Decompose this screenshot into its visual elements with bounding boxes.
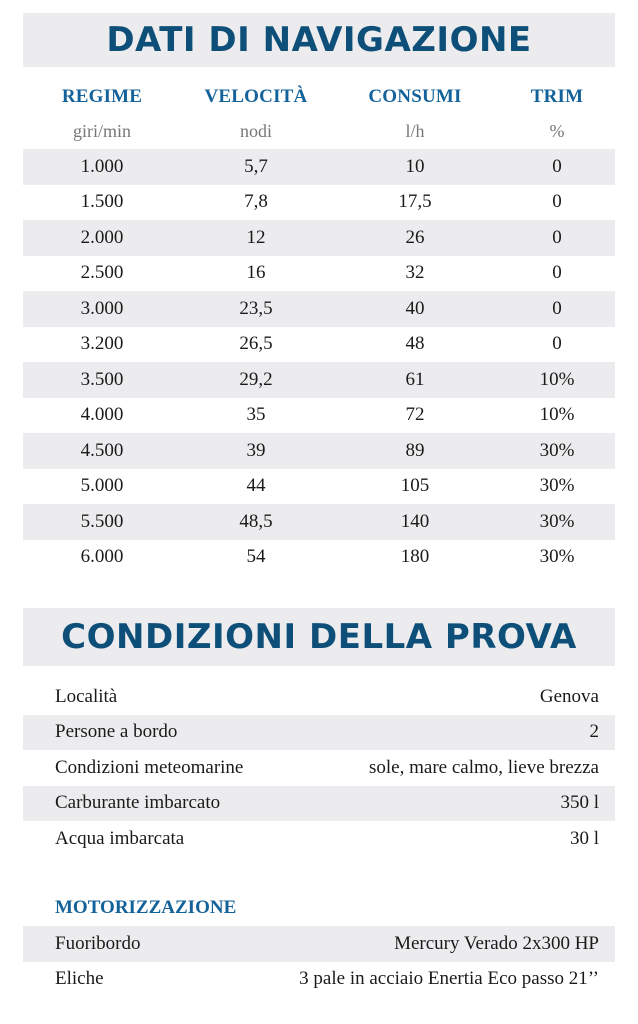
cell-velocita: 7,8 [244, 191, 268, 213]
unit-trim: % [549, 121, 565, 141]
row-value: 350 l [560, 792, 599, 814]
cell-velocita: 39 [246, 439, 266, 461]
list-item [23, 679, 615, 715]
cell-regime: 3.200 [80, 333, 124, 355]
cell-trim: 30% [539, 439, 575, 461]
row-value: Genova [539, 685, 599, 707]
cell-consumi: 40 [405, 297, 425, 319]
cell-trim: 0 [552, 262, 562, 284]
cell-consumi: 72 [405, 404, 425, 426]
cell-velocita: 44 [246, 475, 266, 497]
table-row [23, 327, 615, 363]
unit-regime: giri/min [73, 121, 131, 141]
row-label: Località [55, 685, 118, 707]
cell-velocita: 16 [246, 262, 266, 284]
list-item [23, 715, 615, 751]
table-row [23, 256, 615, 292]
cell-trim: 0 [552, 333, 562, 355]
unit-velocita: nodi [239, 121, 272, 141]
list-item [23, 962, 615, 998]
cell-trim: 0 [552, 297, 562, 319]
row-value: Mercury Verado 2x300 HP [394, 932, 599, 954]
row-label: Acqua imbarcata [55, 827, 185, 849]
cell-regime: 6.000 [80, 546, 124, 568]
cell-regime: 1.500 [80, 191, 124, 213]
cell-velocita: 35 [246, 404, 266, 426]
cell-regime: 2.500 [80, 262, 124, 284]
header-velocita: VELOCITÀ [204, 86, 308, 107]
cell-velocita: 29,2 [239, 368, 273, 390]
cell-consumi: 89 [405, 439, 425, 461]
table-row [23, 433, 615, 469]
row-value: 3 pale in acciaio Enertia Eco passo 21’’ [299, 968, 599, 990]
table-row [23, 149, 615, 185]
row-label: Fuoribordo [55, 932, 141, 954]
cell-consumi: 32 [405, 262, 425, 284]
list-item [23, 821, 615, 857]
cond-table [23, 679, 615, 857]
cond-title-band [23, 608, 615, 666]
cell-trim: 0 [552, 155, 562, 177]
list-item [23, 926, 615, 962]
cell-velocita: 54 [246, 546, 266, 568]
table-row [23, 220, 615, 256]
cell-consumi: 10 [405, 155, 425, 177]
cell-consumi: 140 [400, 510, 430, 532]
nav-title-band [23, 13, 615, 67]
mot-title: MOTORIZZAZIONE [55, 897, 237, 918]
cell-consumi: 61 [405, 368, 425, 390]
cell-regime: 2.000 [80, 226, 124, 248]
nav-header-row [23, 80, 615, 114]
table-row [23, 362, 615, 398]
table-row [23, 504, 615, 540]
cell-consumi: 26 [405, 226, 425, 248]
row-label: Eliche [55, 968, 104, 990]
cell-regime: 3.500 [80, 368, 124, 390]
table-row [23, 540, 615, 576]
cell-velocita: 48,5 [239, 510, 273, 532]
cell-trim: 0 [552, 191, 562, 213]
row-label: Condizioni meteomarine [55, 756, 244, 778]
cell-regime: 5.500 [80, 510, 124, 532]
cell-trim: 30% [539, 510, 575, 532]
cond-title: CONDIZIONI DELLA PROVA [61, 617, 577, 657]
cell-velocita: 12 [246, 226, 266, 248]
nav-table [23, 80, 615, 575]
cell-consumi: 17,5 [398, 191, 432, 213]
table-row [23, 291, 615, 327]
row-value: 2 [589, 721, 599, 743]
unit-consumi: l/h [405, 121, 425, 141]
mot-table [23, 926, 615, 997]
header-consumi: CONSUMI [368, 86, 462, 107]
nav-title: DATI DI NAVIGAZIONE [106, 20, 532, 60]
nav-rows [23, 149, 615, 575]
cell-trim: 10% [539, 404, 575, 426]
cell-consumi: 180 [400, 546, 430, 568]
list-item [23, 786, 615, 822]
row-label: Carburante imbarcato [55, 792, 221, 814]
cell-trim: 10% [539, 368, 575, 390]
header-regime: REGIME [61, 86, 143, 107]
cell-consumi: 105 [400, 475, 430, 497]
cell-regime: 3.000 [80, 297, 124, 319]
list-item [23, 750, 615, 786]
cell-consumi: 48 [405, 333, 425, 355]
cell-velocita: 26,5 [239, 333, 273, 355]
cell-trim: 30% [539, 475, 575, 497]
cell-velocita: 23,5 [239, 297, 273, 319]
cell-regime: 5.000 [80, 475, 124, 497]
table-row [23, 469, 615, 505]
cell-regime: 4.000 [80, 404, 124, 426]
cell-trim: 30% [539, 546, 575, 568]
cell-regime: 4.500 [80, 439, 124, 461]
row-value: sole, mare calmo, lieve brezza [369, 756, 599, 778]
row-value: 30 l [569, 827, 599, 849]
nav-units-row [23, 114, 615, 149]
table-row [23, 185, 615, 221]
table-row [23, 398, 615, 434]
cell-regime: 1.000 [80, 155, 124, 177]
row-label: Persone a bordo [55, 721, 178, 743]
cell-velocita: 5,7 [244, 155, 268, 177]
header-trim: TRIM [530, 86, 584, 107]
cell-trim: 0 [552, 226, 562, 248]
